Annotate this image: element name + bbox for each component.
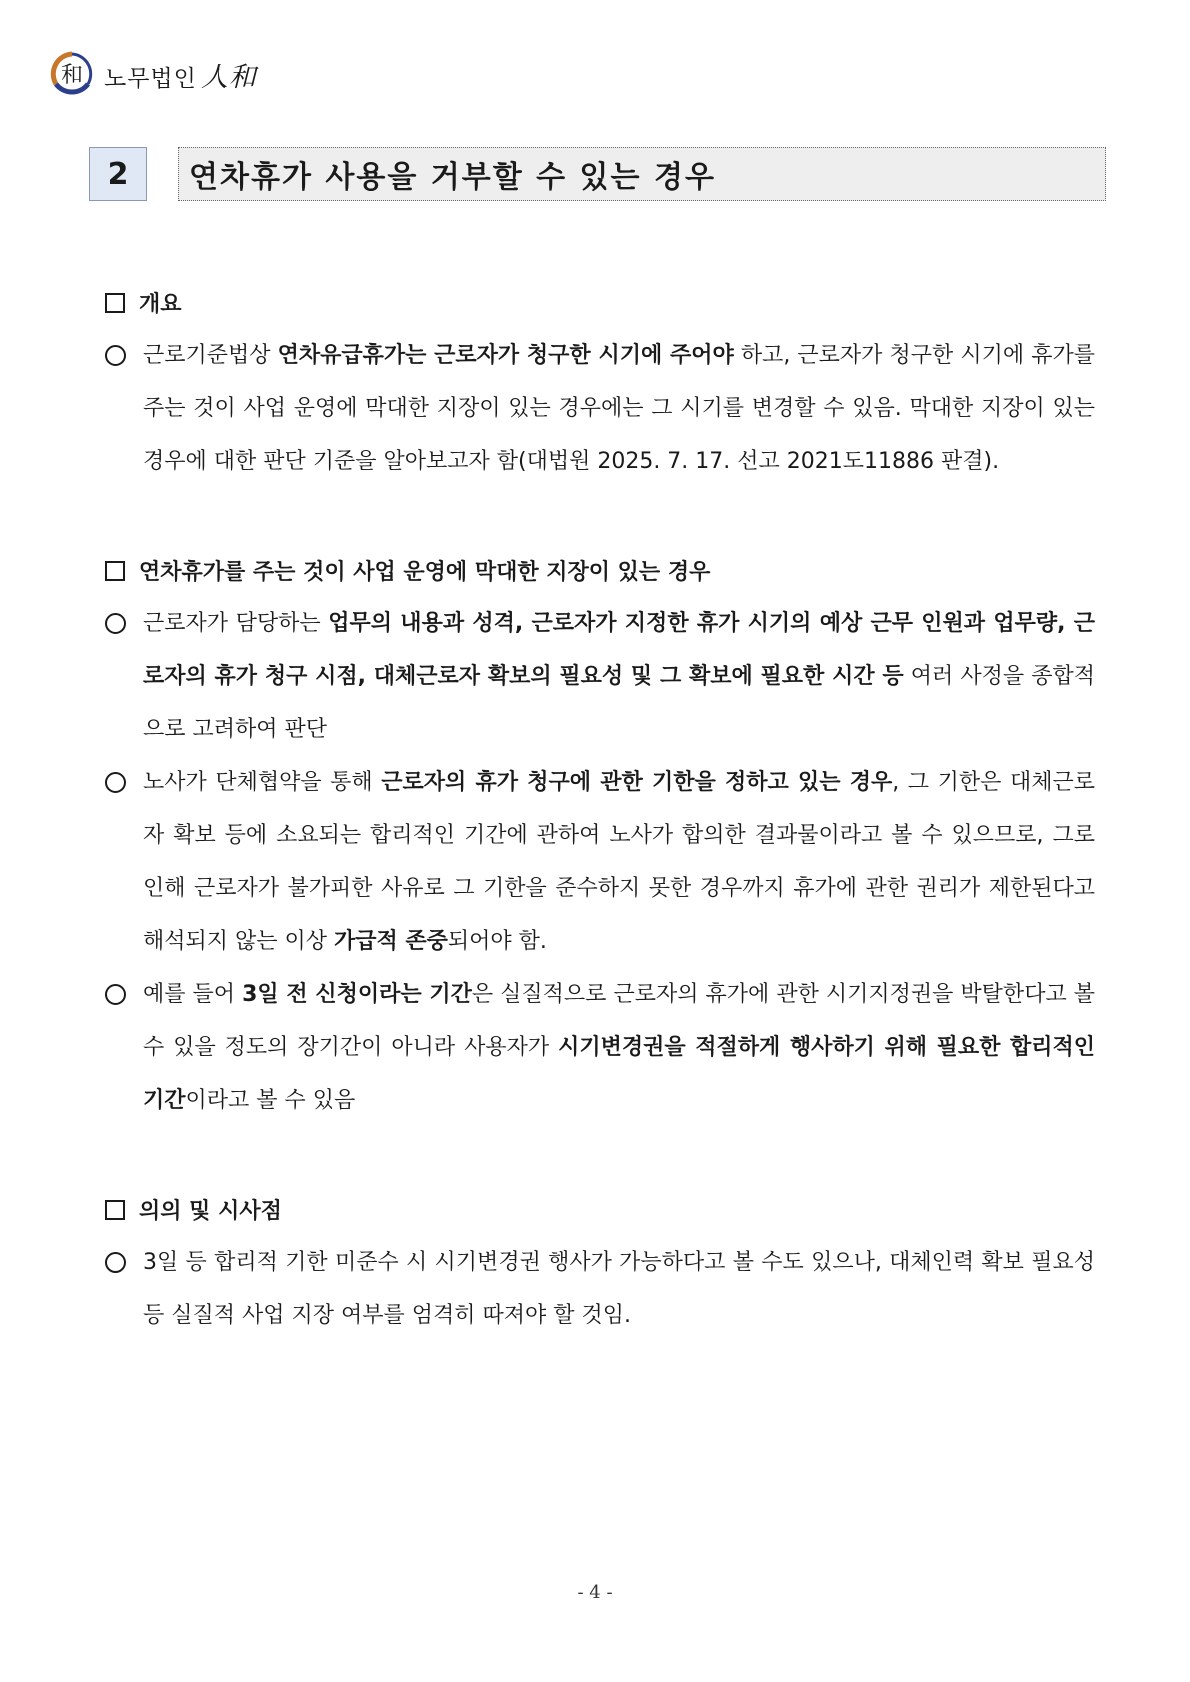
emphasized-text: 3일 전 신청이라는 기간 bbox=[242, 982, 472, 1007]
circle-bullet-icon bbox=[105, 613, 126, 634]
section-number: 2 bbox=[89, 147, 147, 201]
company-emblem-icon bbox=[48, 50, 96, 98]
page-number: - 4 - bbox=[577, 1582, 613, 1603]
bullet-item bbox=[105, 968, 1095, 1127]
bullet-item bbox=[105, 756, 1095, 968]
subsection-heading-text: 연차휴가를 주는 것이 사업 운영에 막대한 지장이 있는 경우 bbox=[139, 560, 711, 585]
body-text: 이라고 볼 수 있음 bbox=[185, 1088, 356, 1113]
body-text: 은 실질적으로 근로자의 휴가에 관한 시기지정권을 박탈한다고 볼 수 있을 정도의 장기간이 아니라 사용자가 bbox=[143, 982, 1095, 1060]
subsection-heading-text: 의의 및 시사점 bbox=[139, 1199, 282, 1224]
circle-bullet-icon bbox=[105, 345, 126, 366]
body-text: 근로자가 담당하는 bbox=[143, 611, 329, 636]
emphasized-text: 연차유급휴가는 근로자가 청구한 시기에 주어야 bbox=[277, 343, 734, 368]
circle-bullet-icon bbox=[105, 772, 126, 793]
emphasized-text: 근로자의 휴가 청구에 관한 기한을 정하고 있는 경우 bbox=[381, 770, 893, 795]
body-text: 하고, 근로자가 청구한 시기에 휴가를 주는 것이 사업 운영에 막대한 지장이 있는 경우에는 그 시기를 변경할 수 있음. 막대한 지장이 있는 경우에 대한 판단 기준을 알아보고자 함(대법원 2025. 7. 17. 선고 2021도11886 판결). bbox=[143, 343, 1095, 474]
section-title-row bbox=[89, 147, 1106, 201]
emphasized-text: 시기변경권을 적절하게 행사하기 위해 필요한 합리적인 기간 bbox=[143, 1035, 1095, 1113]
company-logo bbox=[48, 50, 257, 98]
emphasized-text: 업무의 내용과 성격, 근로자가 지정한 휴가 시기의 예상 근무 인원과 업무량, 근로자의 휴가 청구 시점, 대체근로자 확보의 필요성 및 그 확보에 필요한 시간 등 bbox=[143, 611, 1095, 689]
section-gap bbox=[105, 1127, 1095, 1183]
section-title: 연차휴가 사용을 거부할 수 있는 경우 bbox=[178, 147, 1106, 201]
square-bullet-icon bbox=[105, 293, 125, 313]
subsection-heading-text: 개요 bbox=[139, 292, 182, 317]
circle-bullet-icon bbox=[105, 1252, 126, 1273]
section-gap bbox=[105, 488, 1095, 544]
body-text: 되어야 함. bbox=[447, 929, 547, 954]
body-text: , 그 기한은 대체근로자 확보 등에 소요되는 합리적인 기간에 관하여 노사가 합의한 결과물이라고 볼 수 있으므로, 그로 인해 근로자가 불가피한 사유로 그 기한을 준수하지 못한 경우까지 휴가에 관한 권리가 제한된다고 해석되지 않는 이상 bbox=[143, 770, 1095, 954]
bullet-item bbox=[105, 597, 1095, 756]
body-text: 예를 들어 bbox=[143, 982, 243, 1007]
subsection-heading bbox=[105, 544, 1095, 597]
emblem-char: 和 bbox=[60, 63, 84, 88]
subsection-heading bbox=[105, 276, 1095, 329]
document-body bbox=[105, 276, 1095, 1342]
body-text: 3일 등 합리적 기한 미준수 시 시기변경권 행사가 가능하다고 볼 수도 있으나, 대체인력 확보 필요성 등 실질적 사업 지장 여부를 엄격히 따져야 할 것임. bbox=[143, 1250, 1095, 1328]
square-bullet-icon bbox=[105, 1200, 125, 1220]
body-text: 근로기준법상 bbox=[143, 343, 278, 368]
body-text: 노사가 단체협약을 통해 bbox=[143, 770, 382, 795]
body-text: 여러 사정을 종합적으로 고려하여 판단 bbox=[143, 664, 1095, 742]
circle-bullet-icon bbox=[105, 984, 126, 1005]
bullet-item bbox=[105, 1236, 1095, 1342]
square-bullet-icon bbox=[105, 561, 125, 581]
subsection-heading bbox=[105, 1183, 1095, 1236]
company-name bbox=[104, 55, 257, 94]
emphasized-text: 가급적 존중 bbox=[334, 929, 448, 954]
bullet-item bbox=[105, 329, 1095, 488]
company-name-korean: 노무법인 bbox=[104, 65, 197, 92]
company-name-hanja: 人和 bbox=[200, 61, 257, 93]
